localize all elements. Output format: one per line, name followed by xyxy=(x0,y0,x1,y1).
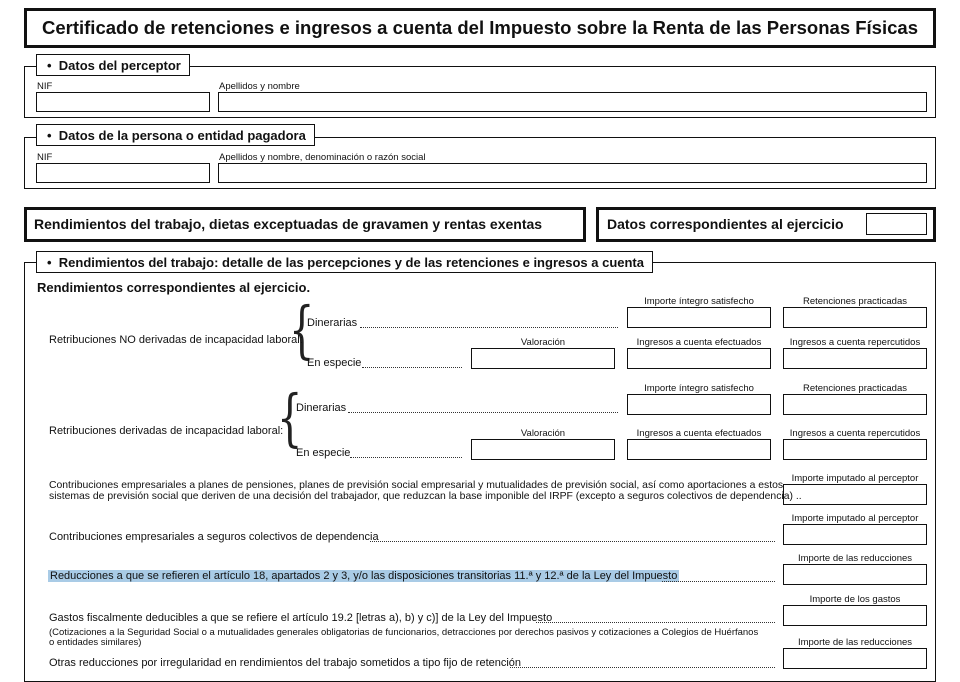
no-derivadas-especie-ingresos-efectuados-field[interactable] xyxy=(627,348,771,369)
hdr-importe-imputado-1: Importe imputado al perceptor xyxy=(791,473,919,484)
dinerarias-label-2: Dinerarias xyxy=(296,402,347,414)
gastos-label: Gastos fiscalmente deducibles a que se refiere el artículo 19.2 [letras a), b) y c)] de la Ley del Impuesto xyxy=(49,612,553,624)
contrib-planes-line2: sistemas de previsión social que deriven de una decisión del trabajador, que reduzcan la base imponible del IRPF (excepto a seguros colectivos de dependencia) .. xyxy=(49,491,802,502)
gastos-leader xyxy=(536,622,775,623)
brace-1: { xyxy=(289,295,315,367)
dinerarias-leader-2 xyxy=(348,412,618,413)
en-especie-label-1: En especie xyxy=(307,357,362,369)
no-derivadas-label: Retribuciones NO derivadas de incapacidad laboral: xyxy=(49,334,303,346)
derivadas-dinerarias-retenciones-field[interactable] xyxy=(783,394,927,415)
derivadas-especie-ingresos-efectuados-field[interactable] xyxy=(627,439,771,460)
en-especie-label-2: En especie xyxy=(296,447,351,459)
pagadora-name-label: Apellidos y nombre, denominación o razón social xyxy=(219,152,426,163)
contrib-planes-importe-field[interactable] xyxy=(783,484,927,505)
ejercicio-title: Datos correspondientes al ejercicio xyxy=(607,216,844,232)
pagadora-nif-label: NIF xyxy=(37,152,53,163)
perceptor-nif-label: NIF xyxy=(37,81,53,92)
hdr-importe-integro-1: Importe íntegro satisfecho xyxy=(644,296,754,307)
hdr-ingresos-repercutidos-1: Ingresos a cuenta repercutidos xyxy=(789,337,921,348)
no-derivadas-dinerarias-retenciones-field[interactable] xyxy=(783,307,927,328)
hdr-retenciones-2: Retenciones practicadas xyxy=(802,383,908,394)
perceptor-heading: • Datos del perceptor xyxy=(36,54,190,76)
derivadas-especie-valoracion-field[interactable] xyxy=(471,439,615,460)
pagadora-name-field[interactable] xyxy=(218,163,927,183)
hdr-retenciones-1: Retenciones practicadas xyxy=(802,296,908,307)
hdr-importe-reducciones-1: Importe de las reducciones xyxy=(797,553,913,564)
dinerarias-label-1: Dinerarias xyxy=(307,317,358,329)
pagadora-heading: • Datos de la persona o entidad pagadora xyxy=(36,124,315,146)
contrib-planes-line1: Contribuciones empresariales a planes de pensiones, planes de previsión social empresarial y mutualidades de previsión social, así como aportaciones a estos xyxy=(49,480,784,491)
ejercicio-year-field[interactable] xyxy=(866,213,927,235)
no-derivadas-especie-valoracion-field[interactable] xyxy=(471,348,615,369)
reducciones-label: Reducciones a que se refieren el artículo 18, apartados 2 y 3, y/o las disposiciones transitorias 11.ª y 12.ª de la Ley del Impuesto xyxy=(50,570,678,582)
derivadas-dinerarias-importe-field[interactable] xyxy=(627,394,771,415)
hdr-valoracion-1: Valoración xyxy=(520,337,566,348)
reducciones-leader xyxy=(662,581,775,582)
otras-reducciones-leader xyxy=(510,667,775,668)
derivadas-label: Retribuciones derivadas de incapacidad laboral: xyxy=(49,425,284,437)
otras-reducciones-importe-field[interactable] xyxy=(783,648,927,669)
pagadora-nif-field[interactable] xyxy=(36,163,210,183)
hdr-ingresos-repercutidos-2: Ingresos a cuenta repercutidos xyxy=(789,428,921,439)
hdr-valoracion-2: Valoración xyxy=(520,428,566,439)
hdr-importe-reducciones-2: Importe de las reducciones xyxy=(797,637,913,648)
contrib-seguros-importe-field[interactable] xyxy=(783,524,927,545)
otras-reducciones-label: Otras reducciones por irregularidad en rendimientos del trabajo sometidos a tipo fijo de retención xyxy=(49,657,522,669)
detalle-heading: • Rendimientos del trabajo: detalle de las percepciones y de las retenciones e ingresos a cuenta xyxy=(36,251,653,273)
perceptor-nif-field[interactable] xyxy=(36,92,210,112)
perceptor-name-label: Apellidos y nombre xyxy=(219,81,300,92)
contrib-seguros-label: Contribuciones empresariales a seguros colectivos de dependencia xyxy=(49,531,379,543)
perceptor-name-field[interactable] xyxy=(218,92,927,112)
dinerarias-leader-1 xyxy=(360,327,618,328)
en-especie-leader-2 xyxy=(350,457,462,458)
hdr-ingresos-efectuados-2: Ingresos a cuenta efectuados xyxy=(636,428,762,439)
gastos-note-line2: o entidades similares) xyxy=(49,637,142,648)
derivadas-especie-ingresos-repercutidos-field[interactable] xyxy=(783,439,927,460)
rendimientos-title: Rendimientos del trabajo, dietas exceptuadas de gravamen y rentas exentas xyxy=(34,216,543,232)
page-title: Certificado de retenciones e ingresos a cuenta del Impuesto sobre la Renta de las Personas Físicas xyxy=(42,17,918,38)
hdr-importe-gastos: Importe de los gastos xyxy=(809,594,901,605)
gastos-importe-field[interactable] xyxy=(783,605,927,626)
reducciones-importe-field[interactable] xyxy=(783,564,927,585)
brace-2: { xyxy=(277,383,303,455)
no-derivadas-especie-ingresos-repercutidos-field[interactable] xyxy=(783,348,927,369)
gastos-note-line1: (Cotizaciones a la Seguridad Social o a mutualidades generales obligatorias de funcionarios, detracciones por derechos pasivos y cotizaciones a Colegios de Huérfanos xyxy=(49,627,759,638)
no-derivadas-dinerarias-importe-field[interactable] xyxy=(627,307,771,328)
contrib-seguros-leader xyxy=(370,541,775,542)
hdr-importe-imputado-2: Importe imputado al perceptor xyxy=(791,513,919,524)
en-especie-leader-1 xyxy=(362,367,462,368)
detalle-subheading: Rendimientos correspondientes al ejercicio. xyxy=(37,280,311,295)
hdr-ingresos-efectuados-1: Ingresos a cuenta efectuados xyxy=(636,337,762,348)
hdr-importe-integro-2: Importe íntegro satisfecho xyxy=(644,383,754,394)
